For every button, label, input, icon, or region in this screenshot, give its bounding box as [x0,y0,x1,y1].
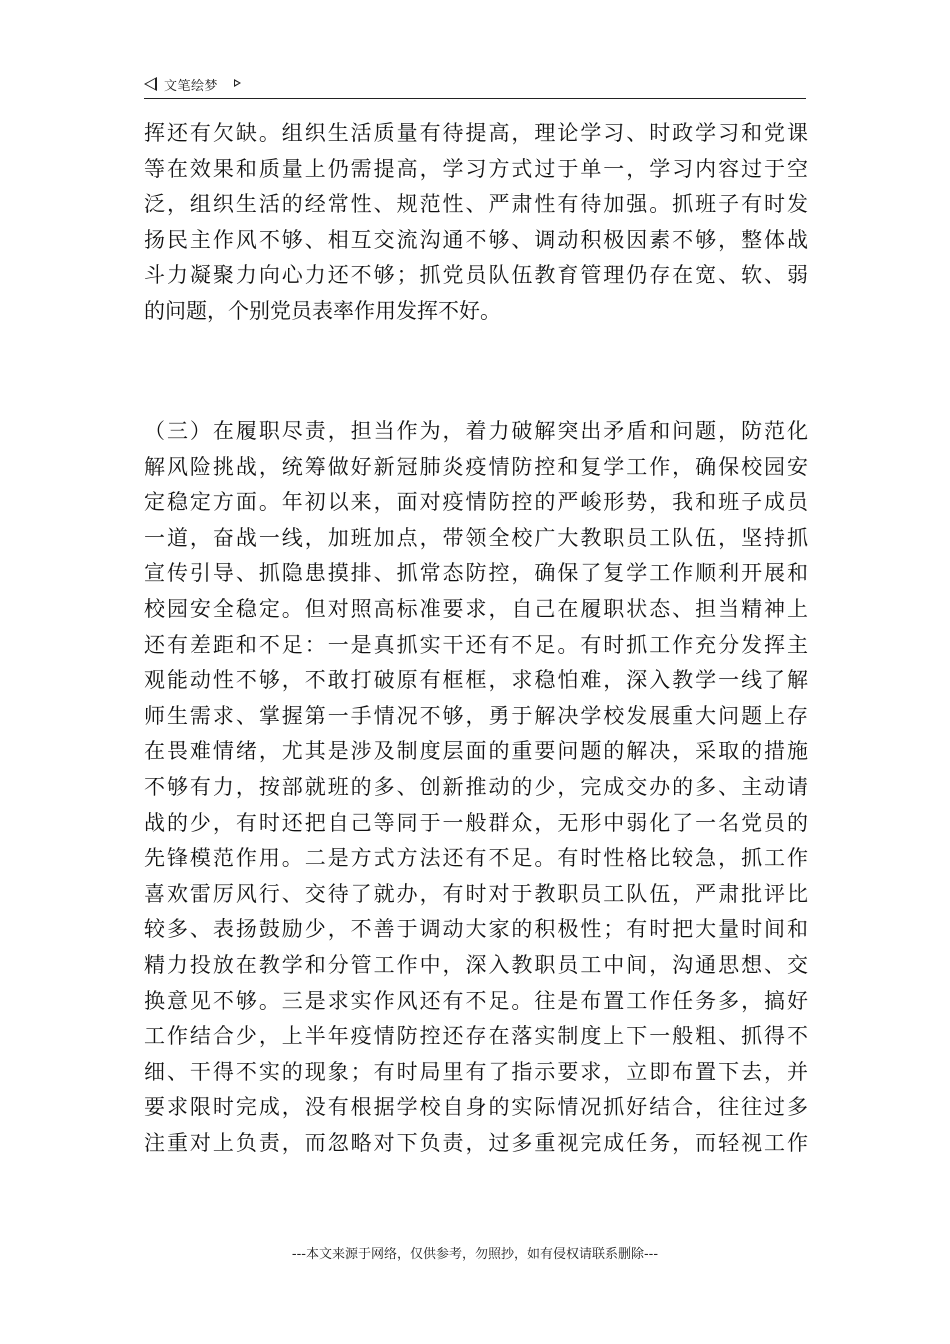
text-line: 校园安全稳定。但对照高标准要求，自己在履职状态、担当精神上 [144,596,808,621]
text-line: 细、干得不实的现象；有时局里有了指示要求，立即布置下去，并 [144,1059,808,1084]
triangle-right-icon [234,79,241,87]
text-line: 战的少，有时还把自己等同于一般群众，无形中弱化了一名党员的 [144,810,808,835]
text-line: 宣传引导、抓隐患摸排、抓常态防控，确保了复学工作顺利开展和 [144,561,808,586]
text-line: 等在效果和质量上仍需提高，学习方式过于单一，学习内容过于空 [144,156,808,181]
text-line: 先锋模范作用。二是方式方法还有不足。有时性格比较急，抓工作 [144,846,808,871]
body-paragraph-2 [144,414,808,1161]
text-line: 要求限时完成，没有根据学校自身的实际情况抓好结合，往往过多 [144,1095,808,1120]
text-line: 还有差距和不足：一是真抓实干还有不足。有时抓工作充分发挥主 [144,632,808,657]
text-line: 不够有力，按部就班的多、创新推动的少，完成交办的多、主动请 [144,774,808,799]
text-line: 解风险挑战，统筹做好新冠肺炎疫情防控和复学工作，确保校园安 [144,454,808,479]
text-line: 观能动性不够，不敢打破原有框框，求稳怕难，深入教学一线了解 [144,668,808,693]
text-line: 较多、表扬鼓励少，不善于调动大家的积极性；有时把大量时间和 [144,917,808,942]
text-line: 师生需求、掌握第一手情况不够，勇于解决学校发展重大问题上存 [144,703,808,728]
text-line: 的问题，个别党员表率作用发挥不好。 [144,298,501,323]
text-line: 扬民主作风不够、相互交流沟通不够、调动积极因素不够，整体战 [144,227,808,252]
header-brand: 文笔绘梦 [164,79,219,94]
text-line: 在畏难情绪，尤其是涉及制度层面的重要问题的解决，采取的措施 [144,739,808,764]
text-line: 定稳定方面。年初以来，面对疫情防控的严峻形势，我和班子成员 [144,490,808,515]
text-line: 喜欢雷厉风行、交待了就办，有时对于教职员工队伍，严肃批评比 [144,881,808,906]
text-line: 换意见不够。三是求实作风还有不足。往是布置工作任务多，搞好 [144,988,808,1013]
text-line: 工作结合少，上半年疫情防控还存在落实制度上下一般粗、抓得不 [144,1024,808,1049]
body-paragraph-1 [144,116,808,330]
triangle-left-icon [144,77,157,91]
page-footer: ---本文来源于网络，仅供参考，勿照抄，如有侵权请联系删除--- [291,1247,659,1262]
text-line: （三）在履职尽责，担当作为，着力破解突出矛盾和问题，防范化 [144,419,808,443]
text-line: 斗力凝聚力向心力还不够；抓党员队伍教育管理仍存在宽、软、弱 [144,263,808,288]
text-line: 精力投放在教学和分管工作中，深入教职员工中间，沟通思想、交 [144,952,808,977]
page-header [144,74,806,99]
text-line: 一道，奋战一线，加班加点，带领全校广大教职员工队伍，坚持抓 [144,525,808,550]
text-line: 泛，组织生活的经常性、规范性、严肃性有待加强。抓班子有时发 [144,192,808,217]
text-line: 挥还有欠缺。组织生活质量有待提高，理论学习、时政学习和党课 [144,121,808,145]
text-line: 注重对上负责，而忽略对下负责，过多重视完成任务，而轻视工作 [144,1130,808,1155]
